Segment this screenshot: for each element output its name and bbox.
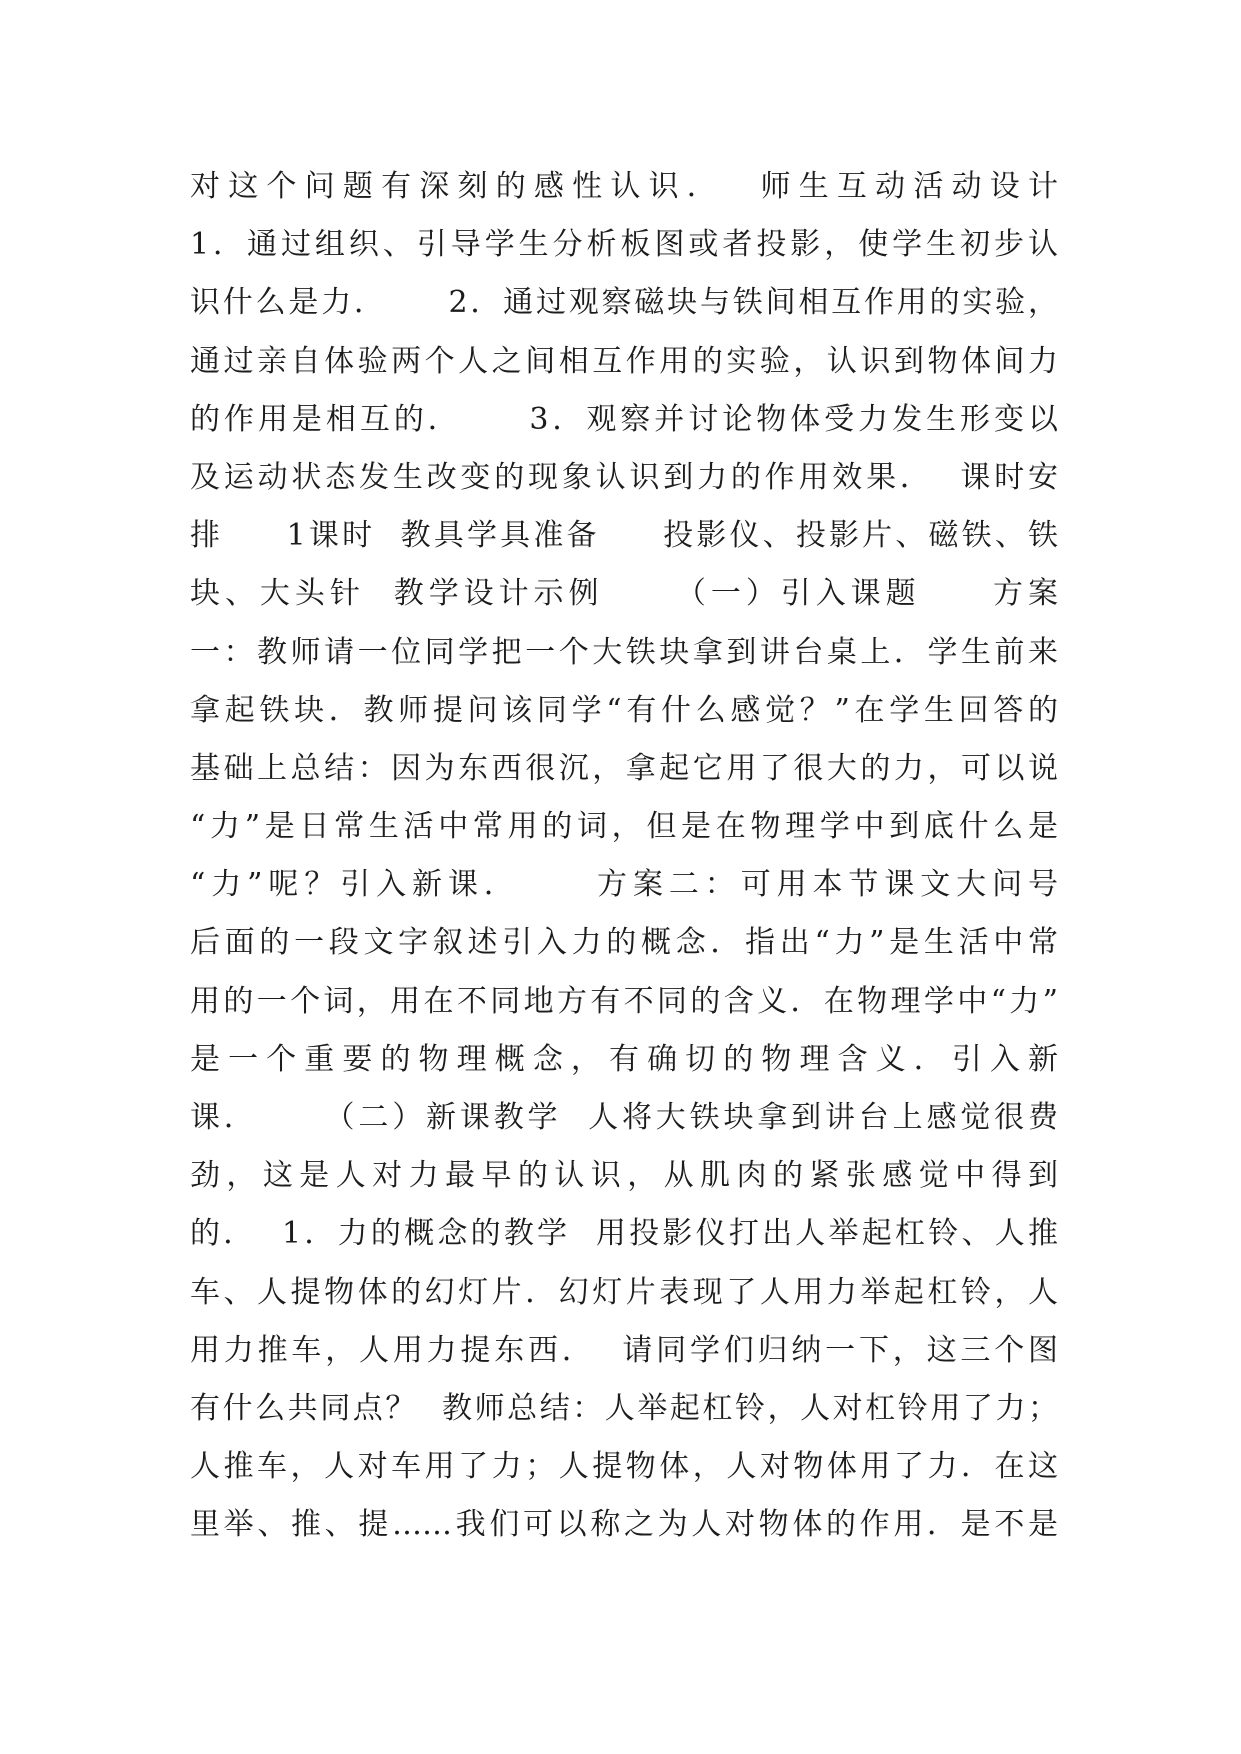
text-line: 一：教师请一位同学把一个大铁块拿到讲台桌上．学生前来 xyxy=(190,634,1058,670)
text-line: 及运动状态发生改变的现象认识到力的作用效果． 课时安 xyxy=(190,459,1058,495)
body-text xyxy=(190,158,1058,1555)
text-line: 的作用是相互的． 3．观察并讨论物体受力发生形变以 xyxy=(190,401,1058,437)
text-line: 是一个重要的物理概念，有确切的物理含义．引入新 xyxy=(190,1041,1058,1077)
text-line: 1．通过组织、引导学生分析板图或者投影，使学生初步认 xyxy=(190,227,1058,263)
text-line: 对这个问题有深刻的感性认识． 师生互动活动设计 xyxy=(190,169,1058,204)
text-line: 劲，这是人对力最早的认识，从肌肉的紧张感觉中得到 xyxy=(190,1158,1058,1194)
text-line: 拿起铁块．教师提问该同学“有什么感觉？”在学生回答的 xyxy=(190,692,1058,728)
text-line: 用的一个词，用在不同地方有不同的含义．在物理学中“力” xyxy=(190,983,1058,1019)
text-line: 课． （二）新课教学 人将大铁块拿到讲台上感觉很费 xyxy=(190,1100,1058,1135)
text-line: 识什么是力． 2．通过观察磁块与铁间相互作用的实验， xyxy=(190,285,1058,321)
text-line: 用力推车，人用力提东西． 请同学们归纳一下，这三个图 xyxy=(190,1332,1058,1368)
text-line: 块、大头针 教学设计示例 （一）引入课题 方案 xyxy=(190,576,1058,612)
text-line: “力”呢？引入新课． 方案二：可用本节课文大问号 xyxy=(190,867,1058,903)
text-line: “力”是日常生活中常用的词，但是在物理学中到底什么是 xyxy=(190,809,1058,845)
text-line: 有什么共同点？ 教师总结：人举起杠铃，人对杠铃用了力； xyxy=(190,1390,1058,1426)
text-line: 人推车，人对车用了力；人提物体，人对物体用了力．在这 xyxy=(190,1449,1058,1485)
text-line: 基础上总结：因为东西很沉，拿起它用了很大的力，可以说 xyxy=(190,750,1058,786)
text-line: 通过亲自体验两个人之间相互作用的实验，认识到物体间力 xyxy=(190,343,1058,379)
text-line: 车、人提物体的幻灯片．幻灯片表现了人用力举起杠铃，人 xyxy=(190,1274,1058,1310)
text-line: 排 1课时 教具学具准备 投影仪、投影片、磁铁、铁 xyxy=(190,518,1058,554)
text-line: 的． 1．力的概念的教学 用投影仪打出人举起杠铃、人推 xyxy=(190,1216,1058,1252)
text-line: 后面的一段文字叙述引入力的概念．指出“力”是生活中常 xyxy=(190,925,1058,961)
text-line: 里举、推、提……我们可以称之为人对物体的作用．是不是 xyxy=(190,1507,1058,1543)
